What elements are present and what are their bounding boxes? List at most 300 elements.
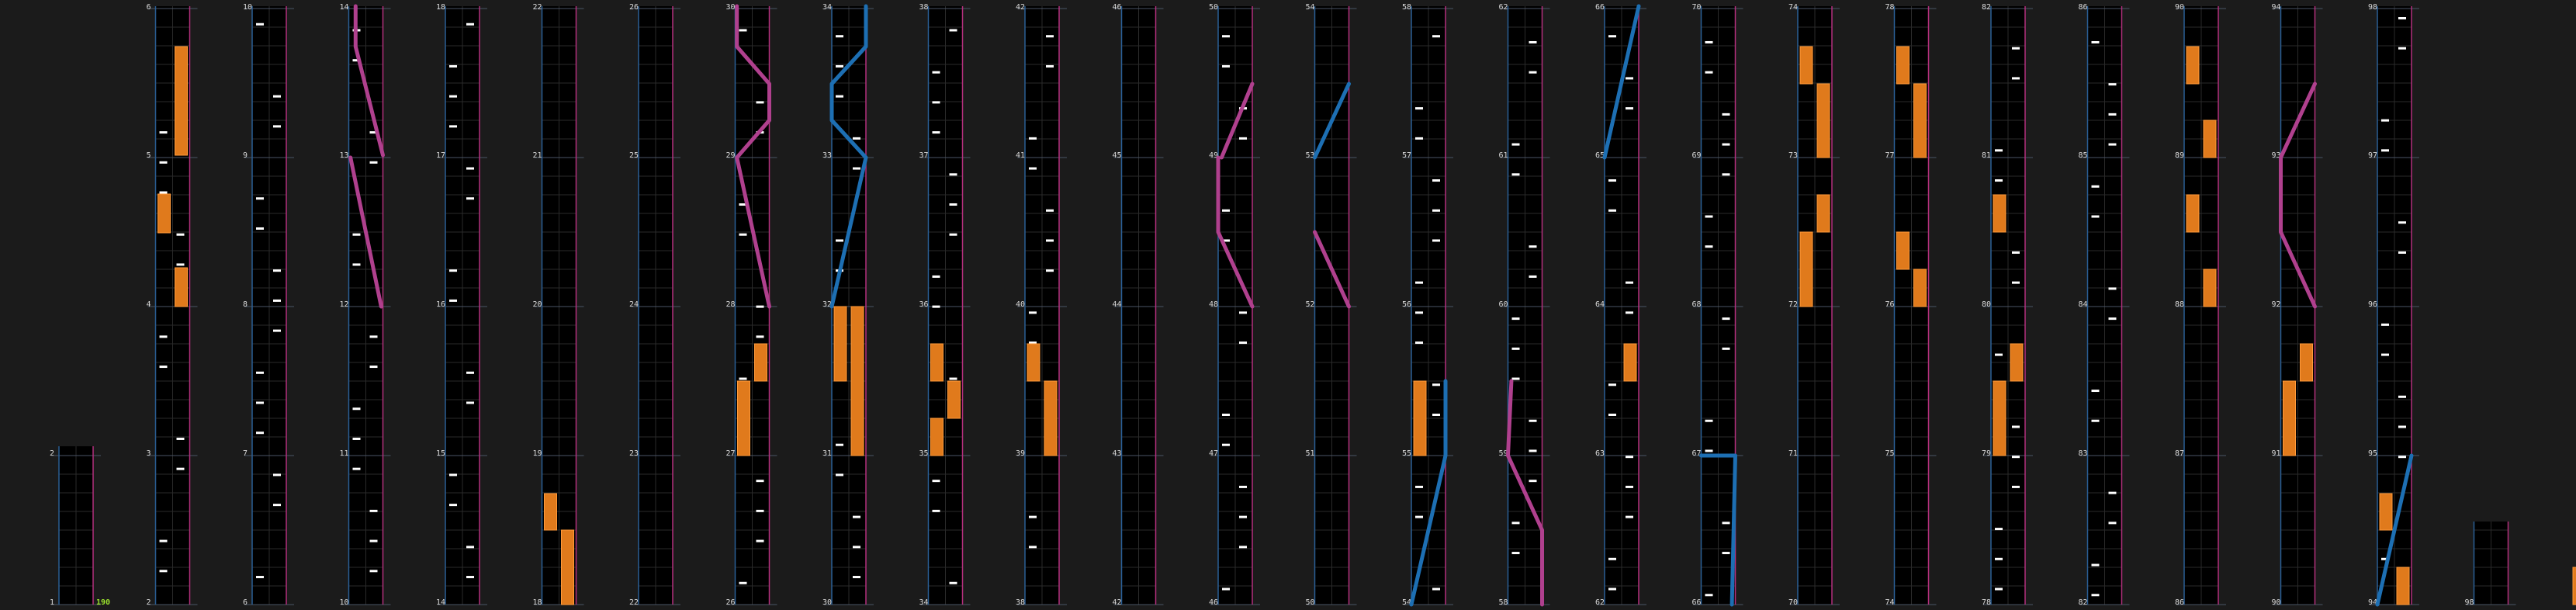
measure-number: 78 bbox=[1982, 598, 1992, 607]
tap-note bbox=[2398, 251, 2406, 254]
measure-number: 59 bbox=[1498, 449, 1508, 458]
measure-number: 50 bbox=[1209, 3, 1219, 12]
hold-note bbox=[1624, 344, 1636, 381]
measure-number: 90 bbox=[2175, 3, 2185, 12]
tap-note bbox=[353, 468, 361, 470]
hold-note bbox=[1897, 232, 1909, 269]
measure-number: 48 bbox=[1209, 300, 1219, 309]
measure-number: 93 bbox=[2271, 151, 2281, 160]
tap-note bbox=[1529, 276, 1537, 278]
measure-number: 38 bbox=[919, 3, 929, 12]
tap-note bbox=[2012, 251, 2020, 254]
tap-note bbox=[2109, 83, 2117, 85]
tap-note bbox=[370, 540, 378, 542]
tap-note bbox=[256, 402, 264, 404]
tap-note bbox=[160, 366, 168, 368]
measure-number: 47 bbox=[1209, 449, 1219, 458]
tap-note bbox=[2092, 215, 2100, 217]
hold-note bbox=[1800, 232, 1813, 307]
measure-number: 68 bbox=[1691, 300, 1702, 309]
measure-number: 64 bbox=[1595, 300, 1605, 309]
tap-note bbox=[177, 263, 185, 265]
tap-note bbox=[2092, 390, 2100, 392]
tap-note bbox=[256, 432, 264, 434]
tap-note bbox=[1529, 420, 1537, 422]
tap-note bbox=[2109, 522, 2117, 524]
chart-column bbox=[1499, 3, 1550, 607]
tap-note bbox=[836, 95, 843, 98]
tap-note bbox=[757, 480, 764, 482]
measure-number: 13 bbox=[339, 151, 349, 160]
tap-note bbox=[353, 407, 361, 410]
measure-number: 54 bbox=[1402, 598, 1412, 607]
hold-note bbox=[931, 344, 943, 381]
measure-number: 21 bbox=[532, 151, 542, 160]
tap-note bbox=[1222, 414, 1230, 416]
tap-note bbox=[1723, 173, 1730, 175]
tap-note bbox=[950, 203, 957, 206]
tap-note bbox=[1626, 516, 1633, 518]
tap-note bbox=[1529, 245, 1537, 248]
tap-note bbox=[1723, 522, 1730, 524]
tap-note bbox=[1239, 137, 1247, 140]
hold-note bbox=[1914, 84, 1927, 158]
tap-note bbox=[1046, 269, 1054, 272]
tap-note bbox=[2012, 456, 2020, 458]
tap-note bbox=[2381, 324, 2389, 326]
tap-note bbox=[1705, 420, 1713, 422]
tap-note bbox=[370, 366, 378, 368]
tap-note bbox=[177, 438, 185, 440]
measure-number: 26 bbox=[629, 3, 639, 12]
measure-number: 90 bbox=[2271, 598, 2281, 607]
measure-number: 14 bbox=[436, 598, 446, 607]
measure-number: 82 bbox=[1982, 3, 1992, 12]
tap-note bbox=[449, 300, 457, 302]
hold-note bbox=[948, 381, 961, 418]
measure-number: 10 bbox=[243, 3, 253, 12]
tap-note bbox=[1723, 144, 1730, 146]
hold-note bbox=[1817, 195, 1830, 232]
tap-note bbox=[1608, 383, 1616, 386]
measure-number: 65 bbox=[1595, 151, 1605, 160]
tap-note bbox=[950, 29, 957, 31]
measure-number: 34 bbox=[822, 3, 833, 12]
tap-note bbox=[1705, 594, 1713, 596]
measure-number: 39 bbox=[1016, 449, 1026, 458]
tap-note bbox=[1705, 41, 1713, 43]
tap-note bbox=[353, 234, 361, 236]
measure-number: 36 bbox=[919, 300, 929, 309]
tap-note bbox=[160, 131, 168, 133]
measure-number: 16 bbox=[436, 300, 446, 309]
tap-note bbox=[160, 540, 168, 542]
tap-note bbox=[757, 101, 764, 103]
measure-number: 14 bbox=[339, 3, 349, 12]
tap-note bbox=[1705, 449, 1713, 452]
tap-note bbox=[466, 23, 474, 26]
hold-note bbox=[2573, 567, 2576, 605]
tap-note bbox=[2109, 317, 2117, 320]
measure-number: 49 bbox=[1209, 151, 1219, 160]
measure-number: 9 bbox=[243, 151, 248, 160]
hold-note bbox=[1027, 344, 1040, 381]
measure-number: 31 bbox=[822, 449, 833, 458]
tap-note bbox=[1222, 444, 1230, 446]
tap-note bbox=[1995, 588, 2003, 591]
tap-note bbox=[1029, 546, 1037, 548]
hold-note bbox=[1044, 381, 1057, 456]
measure-number: 92 bbox=[2271, 300, 2281, 309]
tap-note bbox=[2398, 456, 2406, 458]
measure-number: 74 bbox=[1885, 598, 1895, 607]
hold-note bbox=[1414, 381, 1426, 456]
tap-note bbox=[1239, 516, 1247, 518]
tap-note bbox=[1046, 65, 1054, 68]
tap-note bbox=[1415, 137, 1423, 140]
tap-note bbox=[2092, 41, 2100, 43]
tap-note bbox=[933, 306, 940, 308]
tap-note bbox=[1029, 311, 1037, 314]
measure-number: 58 bbox=[1498, 598, 1508, 607]
tap-note bbox=[1529, 71, 1537, 74]
hold-note bbox=[738, 381, 750, 456]
tap-note bbox=[1626, 282, 1633, 284]
chart-column bbox=[243, 3, 294, 607]
measure-number: 97 bbox=[2368, 151, 2378, 160]
hold-note bbox=[931, 418, 943, 456]
measure-number: 54 bbox=[1305, 3, 1315, 12]
measure-number: 96 bbox=[2368, 300, 2378, 309]
measure-number: 42 bbox=[1016, 3, 1026, 12]
tap-note bbox=[1512, 317, 1520, 320]
tap-note bbox=[1995, 149, 2003, 151]
measure-number: 83 bbox=[2078, 449, 2088, 458]
chart-column bbox=[2368, 3, 2419, 607]
measure-number: 69 bbox=[1691, 151, 1702, 160]
measure-number: 67 bbox=[1691, 449, 1702, 458]
measure-number: 87 bbox=[2175, 449, 2185, 458]
tap-note bbox=[273, 504, 281, 506]
chart-column bbox=[1885, 3, 1937, 607]
tap-note bbox=[1046, 35, 1054, 37]
tap-note bbox=[177, 234, 185, 236]
chart-column bbox=[1016, 3, 1067, 607]
hold-note bbox=[175, 268, 188, 307]
tap-note bbox=[1415, 311, 1423, 314]
tap-note bbox=[933, 510, 940, 512]
tap-note bbox=[950, 173, 957, 175]
measure-number: 41 bbox=[1016, 151, 1026, 160]
tap-note bbox=[2398, 221, 2406, 224]
measure-number: 60 bbox=[1498, 300, 1508, 309]
tap-note bbox=[466, 576, 474, 578]
measure-number: 3 bbox=[146, 449, 151, 458]
measure-number: 72 bbox=[1788, 300, 1799, 309]
tap-note bbox=[1432, 414, 1440, 416]
tap-note bbox=[933, 101, 940, 103]
measure-number: 84 bbox=[2078, 300, 2088, 309]
measure-number: 6 bbox=[146, 3, 151, 12]
measure-number: 94 bbox=[2368, 598, 2378, 607]
measure-number: 2 bbox=[50, 449, 55, 458]
measure-number: 85 bbox=[2078, 151, 2088, 160]
measure-number: 71 bbox=[1788, 449, 1799, 458]
hold-note bbox=[2283, 381, 2296, 456]
measure-number: 20 bbox=[532, 300, 542, 309]
tap-note bbox=[273, 300, 281, 302]
measure-number: 81 bbox=[1982, 151, 1992, 160]
tap-note bbox=[836, 35, 843, 37]
measure-number: 52 bbox=[1305, 300, 1315, 309]
tap-note bbox=[273, 269, 281, 272]
measure-number: 28 bbox=[725, 300, 736, 309]
tap-note bbox=[2398, 425, 2406, 428]
tap-note bbox=[739, 378, 747, 380]
tap-note bbox=[449, 65, 457, 68]
tap-note bbox=[1415, 486, 1423, 488]
tap-note bbox=[1608, 588, 1616, 591]
measure-number: 42 bbox=[1112, 598, 1122, 607]
measure-number: 57 bbox=[1402, 151, 1412, 160]
chart-column bbox=[1402, 3, 1453, 607]
tap-note bbox=[739, 29, 747, 31]
tap-note bbox=[1222, 588, 1230, 591]
tap-note bbox=[1723, 552, 1730, 554]
tap-note bbox=[2381, 354, 2389, 356]
measure-number: 79 bbox=[1982, 449, 1992, 458]
measure-number: 33 bbox=[822, 151, 833, 160]
measure-number: 62 bbox=[1498, 3, 1508, 12]
tap-note bbox=[2092, 185, 2100, 188]
tap-note bbox=[256, 197, 264, 199]
tap-note bbox=[160, 335, 168, 338]
measure-number: 22 bbox=[629, 598, 639, 607]
tap-note bbox=[1608, 558, 1616, 560]
hold-note bbox=[1800, 47, 1813, 84]
measure-number: 30 bbox=[822, 598, 833, 607]
measure-number: 74 bbox=[1788, 3, 1799, 12]
measure-number: 73 bbox=[1788, 151, 1799, 160]
measure-number: 80 bbox=[1982, 300, 1992, 309]
measure-number: 18 bbox=[532, 598, 542, 607]
measure-number: 76 bbox=[1885, 300, 1895, 309]
hold-note bbox=[1993, 381, 2006, 456]
tap-note bbox=[1512, 173, 1520, 175]
measure-number: 77 bbox=[1885, 151, 1895, 160]
hold-note bbox=[834, 307, 847, 381]
measure-number: 98 bbox=[2464, 598, 2474, 607]
measure-number: 17 bbox=[436, 151, 446, 160]
measure-number: 40 bbox=[1016, 300, 1026, 309]
tap-note bbox=[1046, 210, 1054, 212]
tap-note bbox=[2012, 47, 2020, 50]
tap-note bbox=[449, 95, 457, 98]
chart-column bbox=[340, 3, 391, 607]
tap-note bbox=[1415, 282, 1423, 284]
hold-note bbox=[545, 494, 557, 530]
measure-number: 23 bbox=[629, 449, 639, 458]
tap-note bbox=[1608, 210, 1616, 212]
measure-number: 86 bbox=[2175, 598, 2185, 607]
tap-note bbox=[933, 71, 940, 74]
hold-note bbox=[2186, 195, 2199, 232]
tap-note bbox=[466, 372, 474, 374]
tap-note bbox=[853, 576, 860, 578]
hold-note bbox=[1914, 269, 1927, 307]
tap-note bbox=[1608, 35, 1616, 37]
tap-note bbox=[449, 473, 457, 476]
measure-number: 86 bbox=[2078, 3, 2088, 12]
tap-note bbox=[1512, 348, 1520, 350]
tap-note bbox=[1529, 41, 1537, 43]
tap-note bbox=[836, 473, 843, 476]
tap-note bbox=[836, 65, 843, 68]
tap-note bbox=[2109, 144, 2117, 146]
measure-number: 46 bbox=[1209, 598, 1219, 607]
measure-number: 10 bbox=[339, 598, 349, 607]
measure-number: 24 bbox=[629, 300, 639, 309]
measure-number: 6 bbox=[243, 598, 248, 607]
hold-note bbox=[562, 530, 574, 605]
tap-note bbox=[950, 234, 957, 236]
tap-note bbox=[2109, 492, 2117, 494]
tap-note bbox=[1723, 348, 1730, 350]
tap-note bbox=[449, 504, 457, 506]
measure-number: 30 bbox=[725, 3, 736, 12]
tap-note bbox=[1222, 35, 1230, 37]
tap-note bbox=[1239, 486, 1247, 488]
measure-number: 95 bbox=[2368, 449, 2378, 458]
tap-note bbox=[2092, 594, 2100, 596]
tap-note bbox=[1995, 558, 2003, 560]
measure-number: 88 bbox=[2175, 300, 2185, 309]
tap-note bbox=[160, 570, 168, 572]
measure-number: 66 bbox=[1691, 598, 1702, 607]
tap-note bbox=[2109, 113, 2117, 116]
tap-note bbox=[933, 131, 940, 133]
tap-note bbox=[353, 438, 361, 440]
tap-note bbox=[950, 378, 957, 380]
tap-note bbox=[933, 276, 940, 278]
tap-note bbox=[1723, 113, 1730, 116]
tap-note bbox=[256, 227, 264, 230]
tap-note bbox=[449, 125, 457, 127]
hold-note bbox=[2380, 494, 2392, 530]
tap-note bbox=[1529, 480, 1537, 482]
measure-number: 70 bbox=[1691, 3, 1702, 12]
tap-note bbox=[1995, 528, 2003, 530]
chart-column bbox=[1113, 3, 1164, 607]
tap-note bbox=[370, 510, 378, 512]
chart-column bbox=[50, 446, 101, 607]
tap-note bbox=[836, 239, 843, 241]
tap-note bbox=[160, 161, 168, 164]
hold-note bbox=[2010, 344, 2023, 381]
tap-note bbox=[739, 582, 747, 584]
chart-column bbox=[147, 3, 198, 607]
measure-number: 38 bbox=[1016, 598, 1026, 607]
measure-number: 58 bbox=[1402, 3, 1412, 12]
tap-note bbox=[1512, 378, 1520, 380]
measure-number: 46 bbox=[1112, 3, 1122, 12]
tap-note bbox=[449, 269, 457, 272]
measure-number: 2 bbox=[146, 598, 151, 607]
measure-number: 75 bbox=[1885, 449, 1895, 458]
tap-note bbox=[739, 234, 747, 236]
tap-note bbox=[466, 168, 474, 170]
tap-note bbox=[466, 197, 474, 199]
tap-note bbox=[1529, 449, 1537, 452]
tap-note bbox=[2398, 17, 2406, 19]
tap-note bbox=[370, 161, 378, 164]
measure-number: 63 bbox=[1595, 449, 1605, 458]
tap-note bbox=[757, 335, 764, 338]
chart-column bbox=[533, 3, 584, 607]
tap-note bbox=[853, 137, 860, 140]
measure-number: 89 bbox=[2175, 151, 2185, 160]
tap-note bbox=[2398, 396, 2406, 398]
measure-number: 27 bbox=[725, 449, 736, 458]
tap-note bbox=[1512, 144, 1520, 146]
measure-number: 35 bbox=[919, 449, 929, 458]
tap-note bbox=[1432, 179, 1440, 182]
chart-column bbox=[2465, 522, 2516, 607]
tap-note bbox=[466, 546, 474, 548]
tap-note bbox=[2109, 287, 2117, 289]
tap-note bbox=[273, 125, 281, 127]
tap-note bbox=[256, 576, 264, 578]
tap-note bbox=[1415, 341, 1423, 344]
measure-number: 25 bbox=[629, 151, 639, 160]
measure-number: 11 bbox=[339, 449, 349, 458]
hold-note bbox=[1897, 47, 1909, 84]
tap-note bbox=[1705, 71, 1713, 74]
tap-note bbox=[1415, 107, 1423, 109]
tap-note bbox=[1239, 341, 1247, 344]
tap-note bbox=[1046, 239, 1054, 241]
tap-note bbox=[757, 306, 764, 308]
tap-note bbox=[1239, 546, 1247, 548]
tap-note bbox=[1626, 486, 1633, 488]
measure-number: 45 bbox=[1112, 151, 1122, 160]
tap-note bbox=[1432, 588, 1440, 591]
tap-note bbox=[2398, 47, 2406, 50]
tap-note bbox=[2012, 486, 2020, 488]
tap-note bbox=[1626, 77, 1633, 79]
tap-note bbox=[853, 546, 860, 548]
measure-number: 29 bbox=[725, 151, 736, 160]
tap-note bbox=[2381, 149, 2389, 151]
tap-note bbox=[1239, 311, 1247, 314]
tap-note bbox=[1705, 215, 1713, 217]
tap-note bbox=[1705, 245, 1713, 248]
chart-column bbox=[1788, 3, 1840, 607]
tap-note bbox=[1626, 456, 1633, 458]
tap-note bbox=[1995, 179, 2003, 182]
measure-number: 56 bbox=[1402, 300, 1412, 309]
tap-note bbox=[1432, 35, 1440, 37]
tap-note bbox=[160, 192, 168, 194]
tap-note bbox=[177, 468, 185, 470]
measure-number: 91 bbox=[2271, 449, 2281, 458]
measure-number: 12 bbox=[339, 300, 349, 309]
measure-number: 22 bbox=[532, 3, 542, 12]
measure-number: 32 bbox=[822, 300, 833, 309]
tap-note bbox=[273, 330, 281, 332]
tap-note bbox=[1432, 383, 1440, 386]
measure-number: 19 bbox=[532, 449, 542, 458]
